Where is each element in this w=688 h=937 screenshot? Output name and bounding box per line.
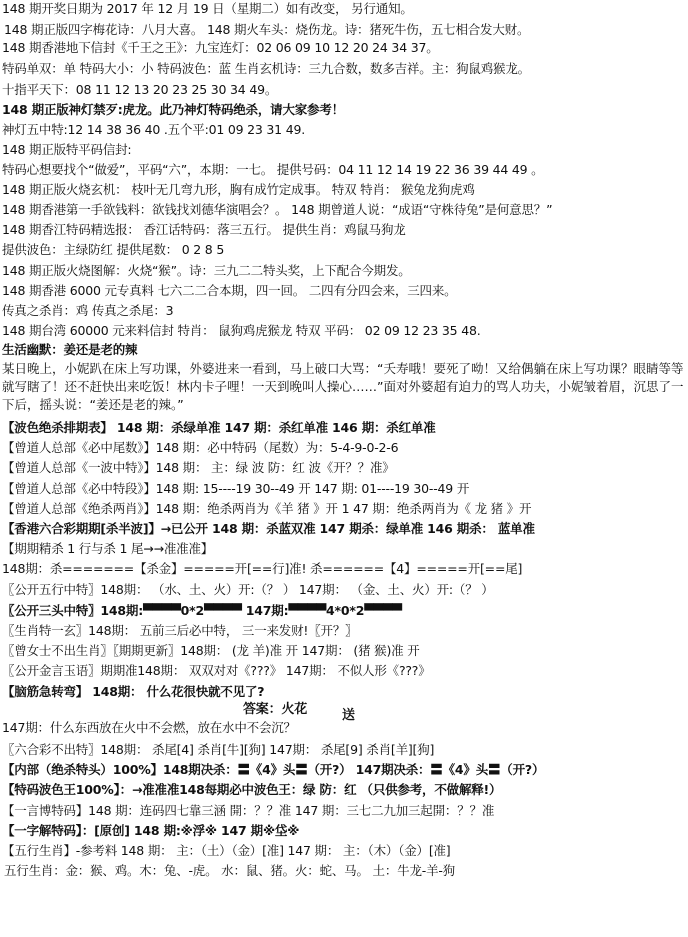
heart-wish-line: 特码心想要找个“做爱”，平码“六”，本期：一七。 提供号码：04 11 12 14 19 22 36 39 44 49 。	[2, 162, 544, 177]
humor-story: 某日晚上，小妮趴在床上写功课，外婆进来一看到，马上破口大骂：“夭寿哦！要死了呦！又给偶躺在床上写功课？眼睛等等就写瞎了！还不赶快出来吃饭！林内卡子哩！一天到晚叫人操心……”面对外婆超有迫力的骂人功夫，小妮皱着眉，沉思了一下后，摇头说：“姜还是老的辣。”	[2, 361, 684, 412]
wave-king-line: 【特码波色王100%】：→准准准148每期必中波色王：绿 防：红 （只供参考，不做解释!）	[2, 782, 502, 797]
wave-color-line: 提供波色：主绿防红 提供尾数： 0 2 8 5	[2, 242, 225, 257]
fax-kill-line: 传真之杀肖：鸡 传真之杀尾：3	[2, 303, 174, 318]
taiwan-60000-line: 148 期台湾 60000 元来料信封 特肖： 鼠狗鸡虎猴龙 特双 平码： 02 09 12 23 35 48.	[2, 323, 481, 338]
kill-row-title: 【期期精杀 1 行与杀 1 尾→→准准准】	[2, 541, 214, 556]
teaser-147-line: 147期：什么东西放在火中不会燃，放在水中不会沉？	[2, 720, 296, 735]
plum-poem-line: 148 期正版四字梅花诗：八月大喜。 148 期火车头：烧伤龙。诗：猪死牛伤，五七相合发大财。	[4, 22, 530, 37]
no-special-line: 〖六合彩不出特〗148期： 杀尾[4] 杀肖[牛][狗] 147期： 杀尾[9] 杀肖[羊][狗]	[2, 742, 435, 757]
half-wave-kill-line: 【香港六合彩期期[杀半波]】→已公开 148 期：杀蓝双准 147 期杀：绿单准 146 期杀： 蓝单准	[2, 521, 535, 536]
teaser-answer: 答案：火花	[243, 702, 308, 717]
lamp-ban-line: 148 期正版神灯禁歹:虎龙。此乃神灯特码绝杀，请大家参考！	[2, 102, 344, 117]
three-heads-line: 〖公开三头中特〗148期:▀▀▀▀0*2▀▀▀▀ 147期:▀▀▀▀4*0*2▀▀▀▀	[2, 603, 402, 618]
special-code-attributes: 特码单双：单 特码大小：小 特码波色：蓝 生肖玄机诗：三九合数，数多吉祥。主：狗鼠鸡猴龙。	[2, 61, 530, 76]
zodiac-mystery-line: 〖生肖特一玄〗148期： 五前三后必中特， 三一来发财!〖开？〗	[2, 623, 358, 638]
hk-selection-line: 148 期香江特码精选报： 香江话特码：落三五行。 提供生肖：鸡鼠马狗龙	[2, 222, 406, 237]
one-word-bet-line: 【一言博特码】148 期：连码四七靠三涵 開：？？准 147 期：三七二九加三起開：？？准	[2, 803, 495, 818]
one-char-line: 【一字解特码】：[原创] 148 期:※浮※ 147 期※垈※	[2, 823, 300, 838]
kill-gold-line: 148期：杀=======【杀金】=====开[==行]准! 杀======【4】=====开[==尾]	[2, 561, 523, 576]
draw-date-notice: 148 期开奖日期为 2017 年 12 月 19 日（星期二）如有改变， 另行通知。	[2, 1, 413, 16]
fire-mystery-line: 148 期正版火烧玄机： 枝叶无几弯九形，胸有成竹定成事。 特双 特肖： 猴兔龙狗虎鸡	[2, 182, 475, 197]
humor-title: 生活幽默：姜还是老的辣	[2, 342, 138, 357]
gift-mark: 送	[342, 708, 355, 723]
fire-illustration-line: 148 期正版火烧图解：火烧“猴”。诗：三九二二特头奖，上下配合今期发。	[2, 263, 411, 278]
element-mapping-line: 五行生肖：金：猴、鸡。木：兔、-虎。 水：鼠、猪。火：蛇、马。 土：牛龙-羊-狗	[4, 863, 455, 878]
hk-6000-line: 148 期香港 6000 元专真料 七六二二合本期，四一回。 二四有分四会来，三四来。	[2, 283, 457, 298]
special-range-line: 【曾道人总部《必中特段》】148 期: 15----19 30--49 开 147 期: 01----19 30--49 开	[2, 481, 470, 496]
internal-kill-line: 【内部（绝杀特头）100%】148期决杀：〓《4》头〓（开?） 147期决杀：〓《4》头〓（开?）	[2, 762, 545, 777]
envelope-title: 148 期正版特平码信封:	[2, 142, 132, 157]
tail-number-line: 【曾道人总部《必中尾数》】148 期：必中特码（尾数）为：5-4-9-0-2-6	[2, 440, 399, 455]
lamp-numbers-line: 神灯五中特:12 14 38 36 40 .五个平:01 09 23 31 49.	[2, 122, 305, 137]
brain-teaser-line: 【脑筋急转弯】 148期： 什么花很快就不见了?	[2, 684, 265, 699]
five-elements-line: 〖公开五行中特〗148期： （水、土、火）开:（？ ） 147期： （金、土、火）开:（？ ）	[2, 582, 494, 597]
madam-zodiac-line: 〖曾女士不出生肖〗〖期期更新〗148期： (龙 羊)准 开 147期： (猪 猴)准 开	[2, 643, 420, 658]
kill-two-zodiac-line: 【曾道人总部《绝杀两肖》】148 期：绝杀两肖为《羊 猪 》开 1 47 期：绝杀两肖为《 龙 猪 》开	[2, 501, 532, 516]
wave-kill-schedule: 【波色绝杀排期表】 148 期：杀绿单准 147 期：杀红单准 146 期：杀红单准	[2, 420, 436, 435]
five-element-zodiac-line: 【五行生肖】-参考料 148 期： 主：（土）（金）[准] 147 期： 主：（木）（金）[准]	[2, 843, 451, 858]
underground-envelope-line: 148 期香港地下信封《千王之王》：九宝连灯：02 06 09 10 12 20 24 34 37。	[2, 40, 439, 55]
one-wave-line: 【曾道人总部《一波中特》】148 期： 主：绿 波 防：红 波《开？？准》	[2, 460, 395, 475]
golden-words-line: 〖公开金言玉语〗期期准148期： 双双对对《???》 147期： 不似人形《???》	[2, 663, 431, 678]
hk-first-hand-line: 148 期香港第一手欲钱料：欲钱找刘德华演唱会？。 148 期曾道人说：“成语“守株待兔”是何意思？”	[2, 202, 553, 217]
ten-fingers-line: 十指平天下：08 11 12 13 20 23 25 30 34 49。	[2, 82, 278, 97]
